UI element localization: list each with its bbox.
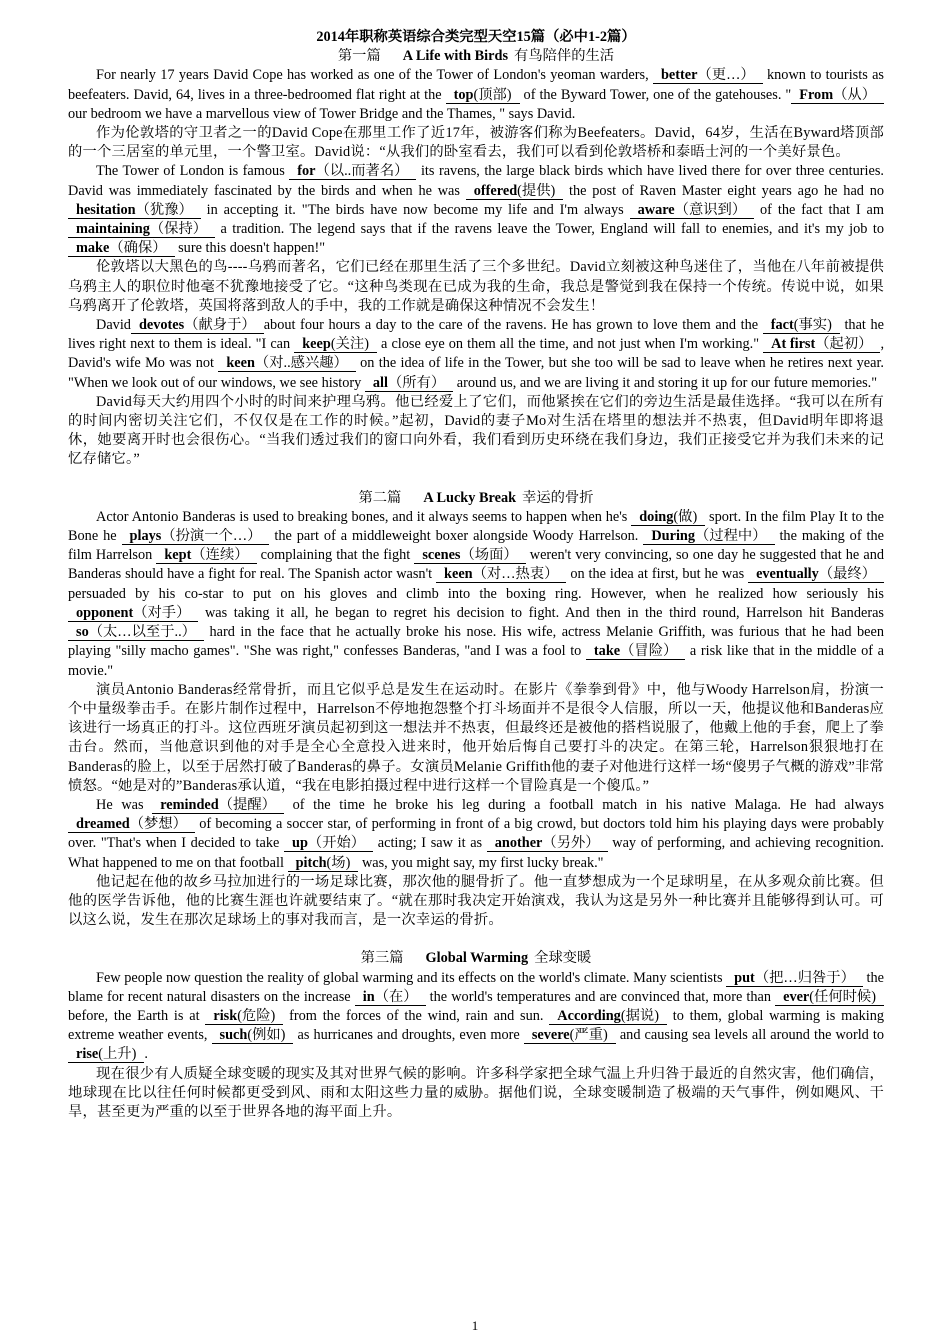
answer-word: severe [531, 1027, 570, 1044]
chinese-translation-paragraph [68, 873, 884, 931]
passage-text: hard in the face that he actually broke his nose. His wife, actress Melanie Griffith, was furious that he had been playing "silly macho games". "She was right," confesses Banderas, "and I was a fool to [68, 624, 884, 660]
passage-text: the post of Raven Master eight years ago he had no [563, 182, 884, 199]
passage-text: Few people now question the reality of global warming and its effects on the world's climate. Many scientists [96, 969, 727, 986]
english-passage-paragraph [68, 969, 884, 1065]
cloze-answer-blank [68, 221, 215, 238]
cloze-answer-blank [122, 528, 270, 545]
passage-text: , David's wife Mo was not [68, 336, 885, 372]
answer-word: keen [226, 355, 255, 372]
cloze-answer-blank [436, 566, 566, 583]
cloze-answer-blank [289, 163, 416, 180]
cloze-answer-blank [288, 855, 359, 872]
section-gap [68, 930, 884, 949]
answer-word: risk [213, 1007, 238, 1024]
passage-text: weren't very convincing, so one day he suggested that he and Banderas should have a fight for real. The Spanish actor wasn't [68, 547, 884, 583]
answer-gloss: （另外） [542, 835, 600, 852]
section-title-zh: 全球变暖 [534, 950, 592, 967]
answer-word: all [372, 374, 388, 391]
cloze-answer-blank [446, 87, 520, 104]
answer-gloss: (例如) [247, 1027, 286, 1044]
passage-text: about four hours a day to the care of the ravens. He has grown to love them and the [263, 317, 763, 334]
cloze-answer-blank [212, 1027, 294, 1044]
passage-text: was taking it all, he began to regret his decision to fight. And then in the third round, Harrelson hit Banderas [198, 604, 884, 621]
answer-word: kept [164, 547, 192, 564]
sections-container [68, 47, 884, 1122]
passage-text: on the idea of life in the Tower, but she too will be sad to leave when he retires next year. "When we look out of our windows, we see history [68, 355, 885, 391]
section-title-en: A Life with Birds [402, 48, 509, 65]
section-title [68, 47, 884, 66]
answer-word: ever [783, 988, 810, 1005]
section-number: 第一篇 [337, 48, 381, 65]
answer-gloss: （在） [374, 988, 418, 1005]
passage-text: and causing sea levels all around the world to [615, 1027, 884, 1044]
english-passage-paragraph [68, 316, 884, 393]
section-gap [68, 470, 884, 489]
answer-gloss: （太…以至于..） [88, 624, 196, 641]
chinese-translation-paragraph [68, 1065, 884, 1123]
passage-text: to them, global warming is making extreme weather events, [68, 1007, 884, 1044]
cloze-answer-blank [653, 67, 763, 84]
cloze-answer-blank [586, 643, 685, 660]
answer-word: pitch [295, 854, 327, 871]
answer-gloss: （连续） [191, 547, 249, 564]
answer-word: put [734, 969, 755, 986]
answer-gloss: (危险) [237, 1007, 276, 1024]
passage-text: sport. In the film Play It to the Bone he [68, 508, 884, 545]
cloze-answer-blank [68, 1046, 144, 1063]
answer-word: reminded [160, 796, 219, 813]
cloze-answer-blank [549, 1008, 667, 1025]
answer-word: dreamed [76, 816, 130, 833]
answer-word: maintaining [76, 221, 150, 238]
cloze-answer-blank [152, 797, 284, 814]
english-passage-paragraph [68, 162, 884, 258]
cloze-answer-blank [487, 835, 608, 852]
answer-gloss: （意识到） [674, 201, 747, 218]
answer-word: opponent [76, 604, 134, 621]
passage-text: that he lives right next to them is ideal. "I can [68, 317, 884, 353]
cloze-answer-blank [365, 375, 453, 392]
cloze-answer-blank [748, 566, 884, 583]
english-passage-paragraph [68, 66, 884, 124]
answer-gloss: （从） [833, 86, 876, 103]
passage-text: David每天大约用四个小时的时间来护理乌鸦。他已经爱上了它们，而他紧挨在它们的旁边生活是最佳选择。“我可以在所有的时间内密切关注它们，不仅仅是在工作的时候。”起初，David的妻子Mo对生活在塔里的想法并不热衷，但David明年即将退休，她要离开时也会很伤心。“当我们透过我们的窗口向外看，我们看到历史环绕在我们身边，我们正接受它并为我们未来的记忆存储它。” [68, 393, 884, 468]
document-title: 2014年职称英语综合类完型天空15篇（必中1-2篇） [316, 29, 636, 45]
passage-text: a tradition. The legend says that if the ravens leave the Tower, England will fall to enemies, and it's my job to [215, 221, 884, 238]
passage-text: . [144, 1046, 148, 1063]
chinese-translation-paragraph [68, 681, 884, 796]
cloze-answer-blank [68, 605, 198, 622]
cloze-answer-blank [205, 1008, 283, 1025]
answer-gloss: （所有） [387, 374, 446, 391]
answer-word: offered [473, 182, 518, 199]
answer-word: devotes [138, 317, 185, 334]
answer-word: another [494, 835, 543, 852]
cloze-answer-blank [763, 317, 840, 334]
section-title [68, 949, 884, 968]
passage-text: 现在很少有人质疑全球变暖的现实及其对世界气候的影响。许多科学家把全球气温上升归咎于最近的自然灾害，他们确信，地球现在比以往任何时候都更受到风、雨和太阳这些力量的威胁。据他们说，全球变暖制造了极端的天气事件，例如飓风、干旱，甚至更为严重的以至于世界各地的海平面上升。 [68, 1065, 884, 1120]
answer-word: plays [129, 528, 162, 545]
answer-gloss: （更…） [697, 67, 755, 84]
passage-text: its ravens, the large black birds which have lived there for over three centuries. David was immediately fascinated by the birds and when he was [68, 163, 884, 199]
answer-gloss: （开始） [307, 835, 366, 852]
answer-gloss: (严重) [569, 1027, 608, 1044]
cloze-answer-blank [791, 87, 884, 104]
cloze-answer-blank [631, 509, 705, 526]
passage-text: For nearly 17 years David Cope has worked as one of the Tower of London's yeoman warders, [96, 67, 653, 84]
passage-text: of the Byward Tower, one of the gatehouses. " [519, 86, 792, 103]
answer-gloss: （过程中） [695, 528, 767, 545]
answer-word: top [453, 86, 474, 103]
passage-text: He was [96, 796, 153, 813]
answer-gloss: （扮演一个…） [161, 528, 262, 545]
cloze-answer-blank [355, 989, 426, 1006]
passage-text: sure this doesn't happen!" [174, 240, 326, 257]
answer-gloss: （以..而著名） [315, 163, 409, 180]
answer-gloss: （献身于） [184, 317, 256, 334]
cloze-answer-blank [68, 202, 201, 219]
passage-text: 伦敦塔以大黑色的鸟----乌鸦而著名，它们已经在那里生活了三个多世纪。David立刻被这种鸟迷住了，当他在八年前被提供乌鸦主人的职位时他毫不犹豫地接受了它。“这种鸟类现在已成为我的生命，我总是警觉到我在保持一个传统。传说中说，如果乌鸦离开了伦敦塔，英国将落到敌人的手中，我的工作就是确保这种情况不会发生！ [68, 259, 884, 314]
passage-text: of the fact that I am [754, 201, 884, 218]
cloze-answer-blank [218, 355, 356, 372]
passage-text: on the idea at first, but he was [566, 566, 749, 583]
passage-text: Actor Antonio Banderas is used to breaking bones, and it always seems to happen when he's [96, 508, 632, 525]
section-title-zh: 幸运的骨折 [522, 489, 594, 506]
passage-text: the making of the film Harrelson [68, 528, 884, 564]
cloze-answer-blank [284, 835, 373, 852]
answer-word: take [593, 643, 621, 660]
cloze-answer-blank [414, 547, 525, 564]
cloze-answer-blank [726, 970, 863, 987]
cloze-answer-blank [131, 317, 264, 334]
answer-gloss: (提供) [517, 182, 556, 199]
passage-text: a risk like that in the middle of a movie." [68, 643, 884, 679]
answer-gloss: （冒险） [620, 643, 678, 660]
passage-text: the blame for recent natural disasters on the increase [68, 969, 884, 1005]
cloze-answer-blank [68, 624, 204, 641]
answer-gloss: (关注) [330, 336, 369, 353]
cloze-answer-blank [68, 816, 195, 833]
answer-gloss: （确保） [109, 240, 167, 257]
section-title-en: Global Warming [425, 950, 529, 967]
passage-text: 他记起在他的故乡马拉加进行的一场足球比赛，那次他的腿骨折了。他一直梦想成为一个足球明星，在从多观众前比赛。但他的医学告诉他，他的比赛生涯也许就要结束了。“就在那时我决定开始演戏，我认为这是另外一种比赛并且能够得到认可。可以这么说，发生在那次足球场上的事对我而言，是一次幸运的骨折。 [68, 873, 884, 929]
answer-gloss: （梦想） [129, 816, 187, 833]
answer-word: for [297, 163, 316, 180]
passage-text: the world's temperatures and are convinced that, more than [425, 988, 776, 1005]
answer-gloss: （保持） [149, 221, 208, 238]
answer-word: During [651, 528, 696, 545]
english-passage-paragraph [68, 508, 884, 681]
answer-word: better [660, 67, 698, 84]
answer-gloss: （对手） [133, 604, 191, 621]
answer-word: keen [444, 566, 473, 583]
english-passage-paragraph [68, 796, 884, 873]
passage-text: in accepting it. "The birds have now become my life and I'm always [200, 201, 630, 218]
passage-text: as hurricanes and droughts, even more [293, 1027, 524, 1044]
section-title-zh: 有鸟陪伴的生活 [514, 48, 615, 65]
answer-gloss: （提醒） [218, 796, 276, 813]
cloze-answer-blank [775, 989, 884, 1006]
cloze-answer-blank [763, 336, 880, 353]
cloze-answer-blank [294, 336, 377, 353]
passage-text: before, the Earth is at [68, 1007, 206, 1024]
passage-text: from the forces of the wind, rain and sun. [283, 1007, 550, 1024]
answer-gloss: (据说) [620, 1007, 659, 1024]
passage-text: around us, and we are living it and storing it up for our future memories." [453, 374, 878, 391]
passage-text: of the time he broke his leg during a football match in his native Malaga. He had always [283, 796, 884, 813]
passage-text: known to tourists as beefeaters. David, 64, lives in a three-bedroomed flat right at the [68, 67, 884, 103]
answer-word: rise [76, 1046, 99, 1063]
answer-gloss: （犹豫） [135, 201, 193, 218]
answer-gloss: （对…热衷） [472, 566, 559, 583]
passage-text: a close eye on them all the time, and not just when I'm working." [376, 336, 764, 353]
passage-text: 演员Antonio Banderas经常骨折，而且它似乎总是发生在运动时。在影片《拳拳到骨》中，他与Woody Harrelson肩，扮演一个中量级拳击手。在影片制作过程中，Harrelson不停地抱怨整个打斗场面并不是很令人信服，所以一天，他提议他和Banderas应该进行一场真正的打斗。这位西班牙演员起初到这一想法并不热衷，但最终还是被他的搭档说服了，他戴上他的手套，爬上了拳击台。然而，当他意识到他的对手是全心全意投入进来时，他开始后悔自己要打斗的决定。在第三轮，Harrelson狠狠地打在Banderas的脸上，以至于居然打破了Banderas的鼻子。女演员Melanie Griffith他的妻子对他进行这样一场“傻男子气概的游戏”非常愤怒。“她是对的”Banderas承认道，“我在电影拍摄过程中进行这样一个冒险真是一个傻瓜。” [68, 681, 884, 794]
cloze-answer-blank [643, 528, 774, 545]
answer-word: so [76, 624, 89, 641]
answer-word: fact [770, 317, 794, 334]
answer-gloss: (任何时候) [809, 988, 876, 1005]
cloze-answer-blank [524, 1027, 616, 1044]
answer-gloss: (上升) [98, 1046, 137, 1063]
answer-gloss: (做) [673, 508, 698, 525]
section-title [68, 489, 884, 508]
passage-text: the part of a middleweight boxer alongside Woody Harrelson. [269, 528, 644, 545]
answer-gloss: (顶部) [473, 86, 512, 103]
answer-word: eventually [756, 566, 819, 583]
answer-word: keep [302, 336, 331, 353]
passage-text: way of performing, and achieving recognition. What happened to me on that football [68, 835, 884, 871]
cloze-answer-blank [466, 183, 564, 200]
answer-word: make [76, 240, 110, 257]
answer-word: At first [771, 336, 816, 353]
answer-word: such [219, 1027, 248, 1044]
answer-word: up [292, 835, 308, 852]
section-number: 第二篇 [358, 489, 402, 506]
passage-text: acting; I saw it as [373, 835, 487, 852]
answer-gloss: (场) [326, 854, 351, 871]
answer-gloss: （把…归咎于） [754, 969, 855, 986]
answer-word: From [799, 86, 834, 103]
answer-word: aware [637, 201, 675, 218]
passage-text: of becoming a soccer star, of performing in front of a big crowd, but doctors told him his playing days were probably over. "That's when I decided to take [68, 816, 884, 852]
section-title-en: A Lucky Break [423, 489, 517, 506]
passage-text: was, you might say, my first lucky break." [358, 854, 604, 871]
section-number: 第三篇 [360, 950, 404, 967]
passage-text: complaining that the fight [256, 547, 415, 564]
chinese-translation-paragraph [68, 124, 884, 162]
answer-gloss: （场面） [460, 547, 518, 564]
passage-text: David [96, 317, 131, 334]
passage-text: The Tower of London is famous [96, 163, 290, 180]
answer-word: hesitation [76, 201, 136, 218]
answer-gloss: (事实) [793, 317, 832, 334]
cloze-answer-blank [156, 547, 256, 564]
answer-word: scenes [422, 547, 461, 564]
passage-text: persuaded by his co-star to put on his gloves and climb into the boxing ring. However, when he realized how seriously his [68, 585, 884, 602]
page-number: 1 [471, 1318, 479, 1333]
answer-gloss: （对..感兴趣） [254, 355, 348, 372]
chinese-translation-paragraph [68, 393, 884, 470]
answer-gloss: （最终） [818, 566, 876, 583]
answer-word: doing [639, 508, 674, 525]
chinese-translation-paragraph [68, 258, 884, 316]
passage-text: our bedroom we have a marvellous view of Tower Bridge and the Thames, " says David. [68, 105, 576, 122]
cloze-answer-blank [68, 240, 175, 257]
answer-gloss: （起初） [815, 336, 873, 353]
passage-text: 作为伦敦塔的守卫者之一的David Cope在那里工作了近17年，被游客们称为Beefeaters。David，64岁，生活在Byward塔顶部的一个三居室的单元里，一个警卫室。David说：“从我们的卧室看去，我们可以看到伦敦塔桥和泰晤士河的一个美好景色。 [68, 125, 884, 161]
answer-word: in [362, 988, 375, 1005]
cloze-answer-blank [630, 202, 755, 219]
answer-word: According [557, 1007, 621, 1024]
